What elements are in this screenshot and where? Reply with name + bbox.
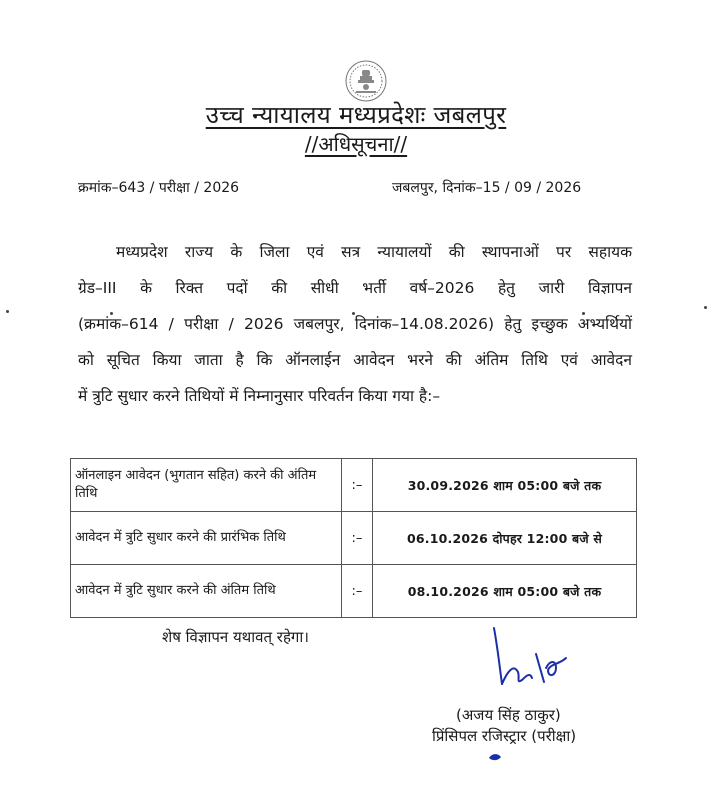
scan-speck: [704, 306, 707, 309]
body-line: में त्रुटि सुधार करने तिथियों में निम्नानुसार परिवर्तन किया गया है:–: [78, 387, 441, 405]
scan-speck: [582, 312, 585, 315]
scan-speck: [352, 312, 355, 315]
table-row: [71, 459, 637, 512]
scan-speck: [110, 312, 113, 315]
reference-number: क्रमांक–643 / परीक्षा / 2026: [78, 180, 240, 196]
signatory-designation: प्रिंसिपल रजिस्ट्रार (परीक्षा): [432, 727, 577, 745]
schedule-separator: :–: [342, 565, 373, 618]
scan-speck: [6, 310, 9, 313]
schedule-value: 06.10.2026 दोपहर 12:00 बजे से: [373, 512, 637, 565]
place-date: जबलपुर, दिनांक–15 / 09 / 2026: [392, 180, 582, 196]
body-line: मध्यप्रदेश राज्य के जिला एवं सत्र न्यायालयों की स्थापनाओं पर सहायक: [116, 243, 632, 261]
schedule-separator: :–: [342, 512, 373, 565]
schedule-separator: :–: [342, 459, 373, 512]
schedule-label: ऑनलाइन आवेदन (भुगतान सहित) करने की अंतिम तिथि: [71, 459, 342, 512]
body-line: ग्रेड–III के रिक्त पदों की सीधी भर्ती वर्ष–2026 हेतु जारी विज्ञापन: [78, 279, 632, 297]
court-name: उच्च न्यायालय मध्यप्रदेशः जबलपुर: [205, 101, 507, 129]
remainder-note: शेष विज्ञापन यथावत् रहेगा।: [162, 628, 309, 646]
notice-body: [78, 234, 632, 414]
schedule-value: 08.10.2026 शाम 05:00 बजे तक: [373, 565, 637, 618]
table-row: [71, 565, 637, 618]
signatory-name: (अजय सिंह ठाकुर): [456, 706, 561, 724]
body-line: को सूचित किया जाता है कि ऑनलाईन आवेदन भरने की अंतिम तिथि एवं आवेदन: [78, 351, 632, 369]
schedule-label: आवेदन में त्रुटि सुधार करने की अंतिम तिथि: [71, 565, 342, 618]
schedule-label: आवेदन में त्रुटि सुधार करने की प्रारंभिक तिथि: [71, 512, 342, 565]
notice-title: //अधिसूचना//: [304, 132, 408, 156]
ink-mark-icon: [488, 752, 502, 762]
schedule-table: [70, 458, 637, 618]
schedule-value: 30.09.2026 शाम 05:00 बजे तक: [373, 459, 637, 512]
table-row: [71, 512, 637, 565]
signature-icon: [486, 620, 576, 700]
body-line: (क्रमांक–614 / परीक्षा / 2026 जबलपुर, दिनांक–14.08.2026) हेतु इच्छुक अभ्यर्थियों: [78, 315, 632, 333]
